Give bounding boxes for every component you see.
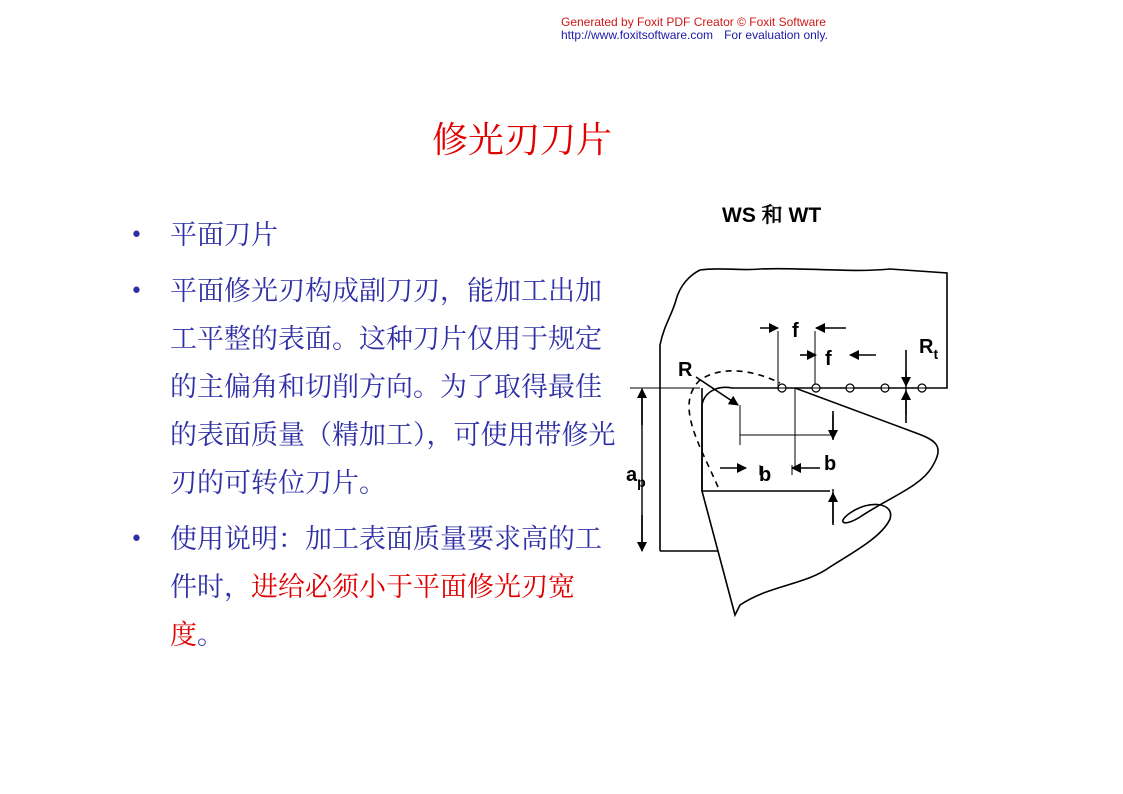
workpiece-outline [660, 269, 947, 551]
slide-title: 修光刃刀片 [431, 120, 612, 161]
bullet-highlight-text: 进给必须小于平面修光刃宽度 [170, 572, 575, 651]
pdf-watermark [561, 16, 828, 42]
label-ap [626, 464, 646, 490]
watermark-line1: Generated by Foxit PDF Creator © Foxit Software [561, 15, 826, 29]
bullet-item [130, 212, 620, 260]
label-rt [919, 336, 938, 362]
bullet-dot: • [130, 527, 143, 552]
bullet-text: 使用说明：加工表面质量要求高的工件时， [170, 524, 602, 603]
bullet-item [130, 516, 620, 660]
bullet-text: 平面修光刃构成副刀刃，能加工出加工平整的表面。这种刀片仅用于规定的主偏角和切削方向。为了取得最佳的表面质量（精加工），可使用带修光刃的可转位刀片。 [170, 276, 616, 499]
label-r: R [678, 359, 693, 381]
label-ap-sub: p [637, 474, 646, 490]
label-rt-main: R [919, 336, 934, 358]
bullet-list [130, 212, 620, 668]
insert-outline [702, 387, 938, 615]
bullet-text-end: 。 [197, 620, 224, 651]
bullet-dot: • [130, 279, 143, 304]
diagram-heading: WS 和 WT [722, 204, 822, 227]
wiper-insert-diagram [620, 255, 960, 625]
label-b-right: b [824, 453, 837, 475]
bullet-dot: • [130, 223, 143, 248]
label-b-left: b [759, 464, 772, 486]
label-f-mid: f [825, 348, 832, 370]
bullet-item [130, 268, 620, 508]
watermark-note: For evaluation only. [724, 28, 828, 42]
label-f-top: f [792, 320, 799, 342]
watermark-line2 [561, 29, 828, 42]
label-ap-main: a [626, 464, 638, 486]
watermark-url: http://www.foxitsoftware.com [561, 28, 714, 42]
bullet-text: 平面刀片 [170, 220, 278, 251]
label-rt-sub: t [933, 346, 939, 362]
